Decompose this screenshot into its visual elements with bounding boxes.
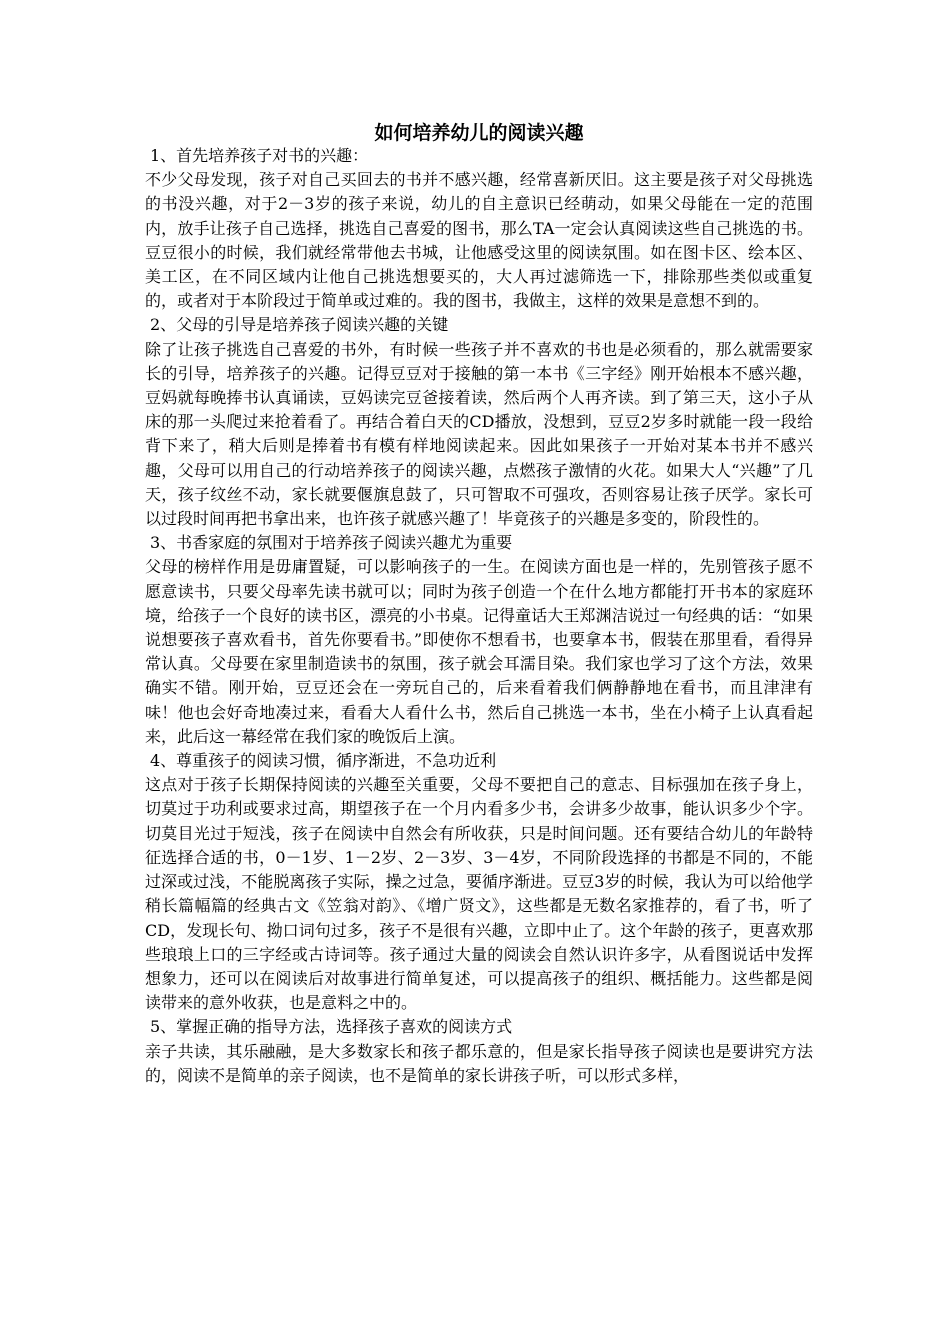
section-heading: 2、父母的引导是培养孩子阅读兴趣的关键 [150, 315, 449, 335]
section-paragraph: 除了让孩子挑选自己喜爱的书外，有时候一些孩子并不喜欢的书也是必须看的，那么就需要家长的引导，培养孩子的兴趣。记得豆豆对于接触的第一本书《三字经》刚开始根本不感兴趣，豆妈就每晚捧书认真诵读，豆妈读完豆爸接着读，然后两个人再齐读。到了第三天，这小子从床的那一头爬过来抢着看了。再结合着白天的CD播放，没想到，豆豆2岁多时就能一段一段给背下来了，稍大后则是捧着书有模有样地阅读起来。因此如果孩子一开始对某本书并不感兴趣，父母可以用自己的行动培养孩子的阅读兴趣，点燃孩子激情的火花。如果大人“兴趣”了几天，孩子纹丝不动，家长就要偃旗息鼓了，只可智取不可强攻，否则容易让孩子厌学。家长可以过段时间再把书拿出来，也许孩子就感兴趣了！毕竟孩子的兴趣是多变的，阶段性的。 [145, 339, 813, 529]
section-5 [145, 1015, 813, 1088]
document-title: 如何培养幼儿的阅读兴趣 [374, 122, 584, 144]
section-paragraph: 这点对于孩子长期保持阅读的兴趣至关重要，父母不要把自己的意志、目标强加在孩子身上，切莫过于功利或要求过高，期望孩子在一个月内看多少书，会讲多少故事，能认识多少个字。切莫目光过于短浅，孩子在阅读中自然会有所收获，只是时间问题。还有要结合幼儿的年龄特征选择合适的书，0－1岁、1－2岁、2－3岁、3－4岁，不同阶段选择的书都是不同的，不能过深或过浅，不能脱离孩子实际，操之过急，要循序渐进。豆豆3岁的时候，我认为可以给他学稍长篇幅篇的经典古文《笠翁对韵》、《增广贤文》，这些都是无数名家推荐的，看了书，听了CD，发现长句、拗口词句过多，孩子不是很有兴趣，立即中止了。这个年龄的孩子，更喜欢那些琅琅上口的三字经或古诗词等。孩子通过大量的阅读会自然认识许多字，从看图说话中发挥想象力，还可以在阅读后对故事进行简单复述，可以提高孩子的组织、概括能力。这些都是阅读带来的意外收获，也是意料之中的。 [145, 775, 813, 1013]
section-1 [145, 144, 813, 313]
section-3 [145, 531, 813, 749]
section-paragraph: 父母的榜样作用是毋庸置疑，可以影响孩子的一生。在阅读方面也是一样的，先别管孩子愿不愿意读书，只要父母率先读书就可以；同时为孩子创造一个在什么地方都能打开书本的家庭环境，给孩子一个良好的读书区，漂亮的小书桌。记得童话大王郑渊洁说过一句经典的话：“如果说想要孩子喜欢看书，首先你要看书。”即使你不想看书，也要拿本书，假装在那里看，看得异常认真。父母要在家里制造读书的氛围，孩子就会耳濡目染。我们家也学习了这个方法，效果确实不错。刚开始，豆豆还会在一旁玩自己的，后来看着我们俩静静地在看书，而且津津有味！他也会好奇地凑过来，看看大人看什么书，然后自己挑选一本书，坐在小椅子上认真看起来，此后这一幕经常在我们家的晚饭后上演。 [145, 557, 813, 746]
section-heading: 3、书香家庭的氛围对于培养孩子阅读兴趣尤为重要 [150, 533, 513, 553]
document-page [145, 120, 813, 1088]
section-heading: 4、尊重孩子的阅读习惯，循序渐进，不急功近利 [150, 751, 497, 771]
section-paragraph: 不少父母发现，孩子对自己买回去的书并不感兴趣，经常喜新厌旧。这主要是孩子对父母挑选的书没兴趣，对于2－3岁的孩子来说，幼儿的自主意识已经萌动，如果父母能在一定的范围内，放手让孩子自己选择，挑选自己喜爱的图书，那么TA一定会认真阅读这些自己挑选的书。豆豆很小的时候，我们就经常带他去书城，让他感受这里的阅读氛围。如在图卡区、绘本区、美工区，在不同区域内让他自己挑选想要买的，大人再过滤筛选一下，排除那些类似或重复的，或者对于本阶段过于简单或过难的。我的图书，我做主，这样的效果是意想不到的。 [145, 170, 813, 311]
section-4 [145, 749, 813, 1015]
section-heading: 5、掌握正确的指导方法，选择孩子喜欢的阅读方式 [150, 1017, 513, 1037]
section-paragraph: 亲子共读，其乐融融，是大多数家长和孩子都乐意的，但是家长指导孩子阅读也是要讲究方法的，阅读不是简单的亲子阅读，也不是简单的家长讲孩子听，可以形式多样， [145, 1041, 813, 1085]
section-2 [145, 313, 813, 531]
section-heading: 1、首先培养孩子对书的兴趣： [150, 146, 369, 165]
